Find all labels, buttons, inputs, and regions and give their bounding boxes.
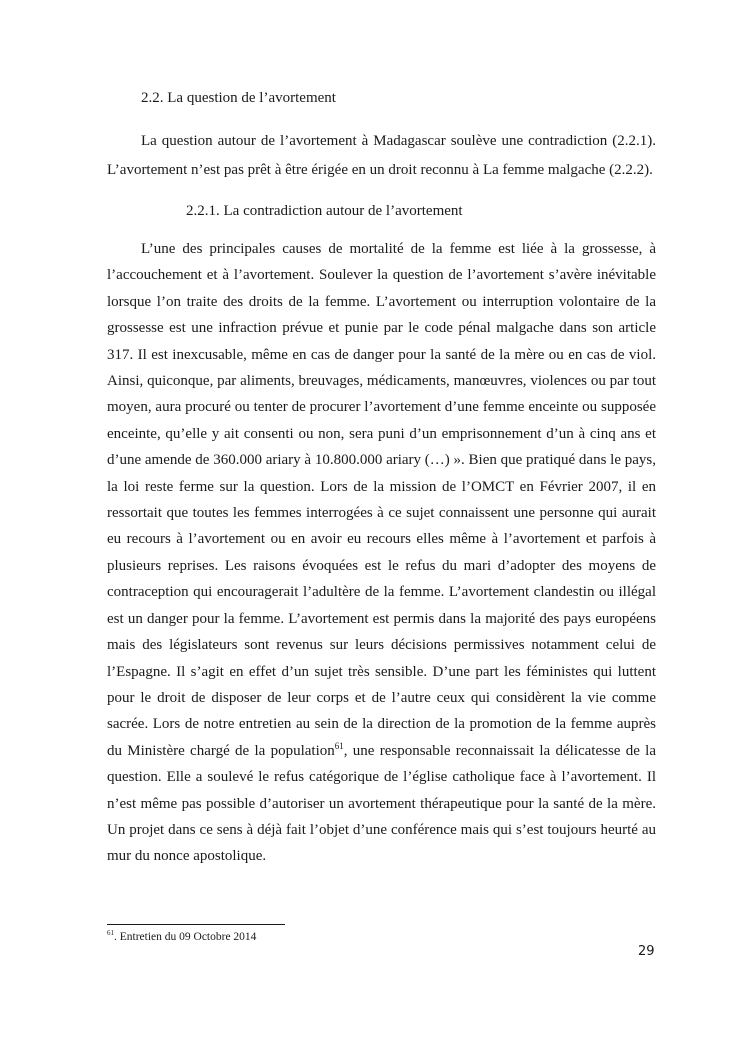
footnote-reference: 61 [334, 740, 344, 751]
intro-paragraph-text: La question autour de l’avortement à Madagascar soulève une contradiction (2.2.1). L’avortement n’est pas prêt à être érigée en un droit reconnu à La femme malgache (2.2.2). [107, 133, 656, 178]
page-number: 29 [638, 944, 655, 959]
intro-paragraph [107, 127, 656, 184]
main-paragraph [107, 236, 656, 870]
main-paragraph-text-part2: , une responsable reconnaissait la délicatesse de la question. Elle a soulevé le refus catégorique de l’église catholique face à l’avortement. Il n’est même pas possible d’autoriser un avortement thérapeutique pour la santé de la mère. Un projet dans ce sens à déjà fait l’objet d’une conférence mais qui s’est toujours heurté au mur du nonce apostolique. [107, 742, 656, 865]
main-paragraph-text-part1: L’une des principales causes de mortalité de la femme est liée à la grossesse, à l’accouchement et à l’avortement. Soulever la question de l’avortement s’avère inévitable lorsque l’on traite des droits de la femme. L’avortement ou interruption volontaire de la grossesse est une infraction prévue et punie par le code pénal malgache dans son article 317. Il est inexcusable, même en cas de danger pour la santé de la mère ou en cas de viol. Ainsi, quiconque, par aliments, breuvages, médicaments, manœuvres, violences ou par tout moyen, aura procuré ou tenter de procurer l’avortement d’une femme enceinte ou supposée enceinte, qu’elle y ait consenti ou non, sera puni d’un emprisonnement d’un à cinq ans et d’une amende de 360.000 ariary à 10.800.000 ariary (…) ». Bien que pratiqué dans le pays, la loi reste ferme sur la question. Lors de la mission de l’OMCT en Février 2007, il en ressortait que toutes les femmes interrogées à ce sujet connaissent une personne qui aurait eu recours à l’avortement ou en avoir eu recours elles même à l’avortement et parfois à plusieurs reprises. Les raisons évoquées est le refus du mari d’adopter des moyens de contraception qui encouragerait l’adultère de la femme. L’avortement clandestin ou illégal est un danger pour la femme. L’avortement est permis dans la majorité des pays européens mais des législateurs sont revenus sur leurs décisions permissives notamment celui de l’Espagne. Il s’agit en effet d’un sujet très sensible. D’une part les féministes qui luttent pour le droit de disposer de leur corps et de l’autre ceux qui considèrent la vie comme sacrée. Lors de notre entretien au sein de la direction de la promotion de la femme auprès du Ministère chargé de la population [107, 241, 656, 759]
footnote-text: . Entretien du 09 Octobre 2014 [114, 931, 257, 943]
section-heading: 2.2. La question de l’avortement [141, 90, 336, 106]
subsection-heading: 2.2.1. La contradiction autour de l’avortement [186, 203, 463, 219]
footnote-number: 61 [107, 929, 114, 938]
footnote-separator [107, 924, 285, 925]
footnote [107, 929, 256, 945]
